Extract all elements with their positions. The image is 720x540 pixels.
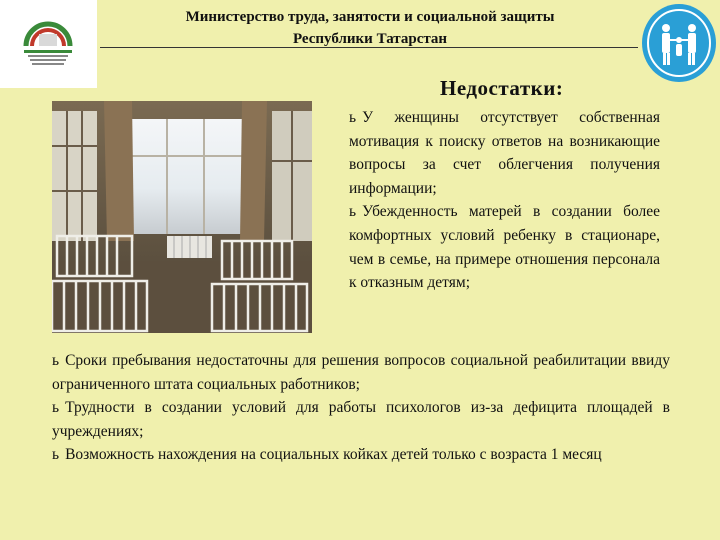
bullet-symbol: ь [52,352,60,369]
list-item-text: У женщины отсутствует собственная мотивация к поиску ответов на возникающие вопросы за счет облегчения получения информации; [349,109,660,197]
list-item [349,200,660,294]
bullet-symbol: ь [52,399,60,417]
list-item [52,443,670,467]
list-item-text: Сроки пребывания недостаточны для решения вопросов социальной реабилитации ввиду ограниченного штата социальных работников; [52,352,670,393]
bullet-symbol: ь [52,446,60,464]
ministry-header [100,6,640,50]
list-item [349,106,660,200]
family-emblem-icon [640,2,718,84]
list-item-text: Возможность нахождения на социальных койках детей только с возраста 1 месяц [65,446,602,464]
list-item [52,396,670,443]
header-divider [100,47,638,48]
section-title: Недостатки: [440,76,564,100]
nursery-room-photo [52,101,312,333]
deficiencies-list-bottom [52,349,670,467]
ministry-title-line1: Министерство труда, занятости и социальной защиты [185,9,555,25]
bullet-symbol: ь [349,203,357,221]
bullet-symbol: ь [349,109,357,126]
list-item-text: Убежденность матерей в создании более комфортных условий ребенку в стационаре, чем в семье, на примере отношения персонала к отказным детям; [349,203,660,292]
deficiencies-list-top [349,106,660,295]
ministry-logo-icon [18,16,78,66]
ministry-title-line2: Республики Татарстан [292,31,448,47]
list-item-text: Трудности в создании условий для работы психологов из-за дефицита площадей в учреждениях; [52,399,670,440]
list-item [52,349,670,396]
ministry-logo [0,0,97,88]
